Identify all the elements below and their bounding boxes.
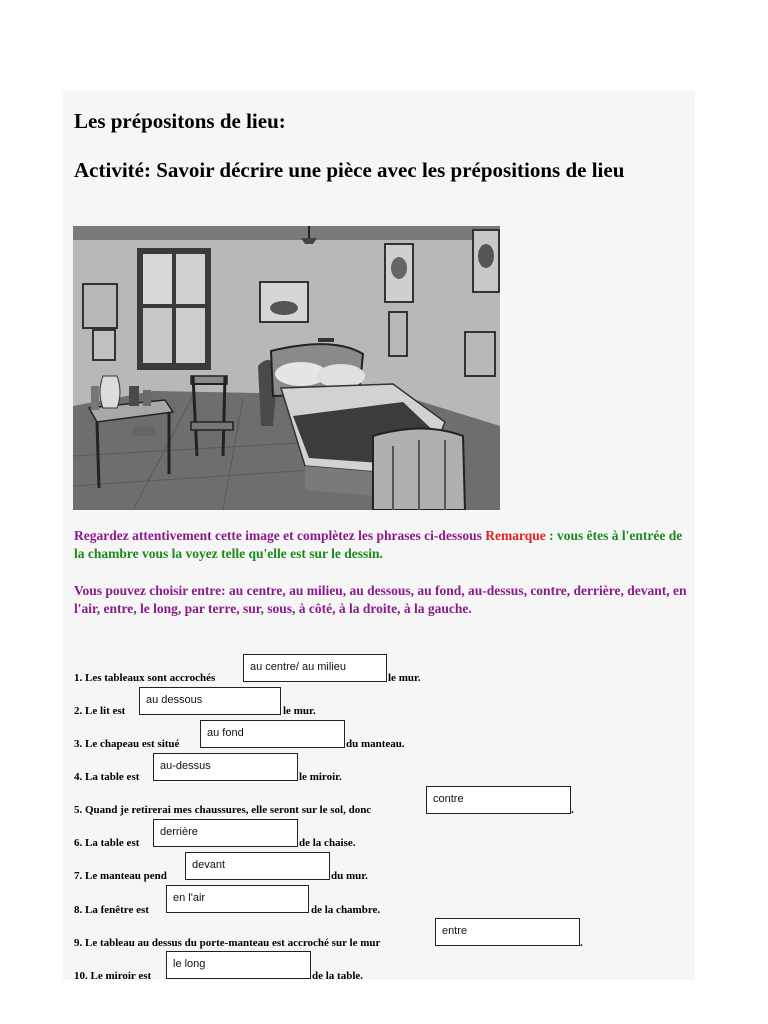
exercise-suffix: de la table. <box>312 970 364 980</box>
answer-field[interactable]: au centre/ au milieu <box>243 654 387 682</box>
exercise-suffix: le mur. <box>283 705 316 717</box>
answer-field[interactable]: le long <box>166 951 311 979</box>
answer-field[interactable]: au dessous <box>139 687 281 715</box>
bedroom-image <box>73 226 500 510</box>
activity-title: Activité: Savoir décrire une pièce avec les prépositions de lieu <box>74 158 625 182</box>
answer-field[interactable]: derrière <box>153 819 298 847</box>
exercise-prompt: 8. La fenêtre est <box>74 904 149 916</box>
document-page <box>63 91 695 980</box>
answer-field[interactable]: au-dessus <box>153 753 298 781</box>
instructions-text <box>74 527 690 563</box>
exercise-suffix: le mur. <box>388 672 421 684</box>
exercise-prompt: 10. Le miroir est <box>74 970 152 980</box>
exercise-suffix: du manteau. <box>346 738 405 750</box>
exercise-suffix: de la chambre. <box>311 904 381 916</box>
exercise-suffix: le miroir. <box>299 771 342 783</box>
exercise-prompt: 6. La table est <box>74 837 140 849</box>
remark-label: Remarque <box>485 528 546 543</box>
exercise-prompt: 4. La table est <box>74 771 140 783</box>
answer-field[interactable]: en l'air <box>166 885 309 913</box>
exercise-suffix: . <box>571 804 574 816</box>
exercise-prompt: 1. Les tableaux sont accrochés <box>74 672 216 684</box>
exercise-suffix: . <box>580 937 583 949</box>
exercise-prompt: 5. Quand je retirerai mes chaussures, elle seront sur le sol, donc <box>74 804 372 816</box>
exercise-prompt: 7. Le manteau pend <box>74 870 167 882</box>
choices-text: Vous pouvez choisir entre: au centre, au milieu, au dessous, au fond, au-dessus, contre, derrière, devant, en l'air, entre, le long, par terre, sur, sous, à côté, à la droite, à la gauche. <box>74 583 687 616</box>
exercise-suffix: du mur. <box>331 870 368 882</box>
document-title: Les prépositons de lieu: <box>74 109 286 133</box>
answer-field[interactable]: devant <box>185 852 330 880</box>
answer-field[interactable]: au fond <box>200 720 345 748</box>
exercise-suffix: de la chaise. <box>299 837 356 849</box>
instructions-part2: : vous êtes à l'entrée de la chambre vous la voyez telle qu'elle est sur le dessin. <box>74 528 683 561</box>
instructions-part1: Regardez attentivement cette image et complètez les phrases ci-dessous <box>74 528 482 543</box>
answer-field[interactable]: contre <box>426 786 571 814</box>
exercise-prompt: 9. Le tableau au dessus du porte-manteau est accroché sur le mur <box>74 937 381 949</box>
exercise-prompt: 3. Le chapeau est situé <box>74 738 180 750</box>
exercise-prompt: 2. Le lit est <box>74 705 126 717</box>
answer-field[interactable]: entre <box>435 918 580 946</box>
